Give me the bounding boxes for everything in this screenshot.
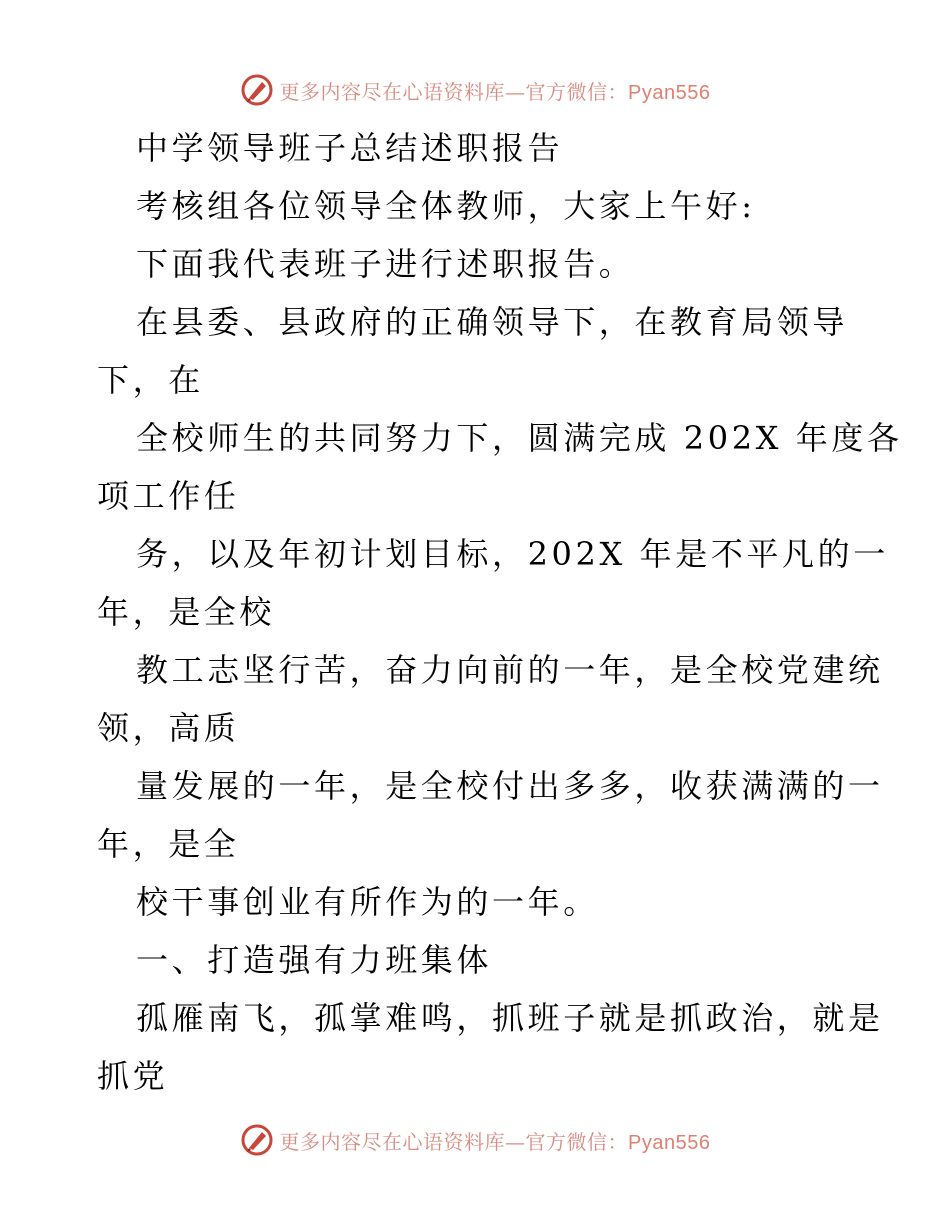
pen-logo-icon <box>240 1123 274 1157</box>
paragraph-line: 领，高质 <box>97 709 240 747</box>
watermark-text: 更多内容尽在心语资料库—官方微信：Pyan556 <box>279 79 711 104</box>
paragraph-line: 孤雁南飞，孤掌难鸣，抓班子就是抓政治，就是 <box>136 999 884 1037</box>
paragraph-line: 中学领导班子总结述职报告 <box>136 129 564 167</box>
paragraph-line: 下，在 <box>97 361 204 399</box>
paragraph-line: 考核组各位领导全体教师，大家上午好: <box>136 187 756 225</box>
pen-logo-icon <box>240 73 274 107</box>
paragraph-line: 在县委、县政府的正确领导下，在教育局领导 <box>136 303 849 341</box>
paragraph-line: 年，是全 <box>97 825 240 863</box>
paragraph-line: 全校师生的共同努力下，圆满完成 202X 年度各 <box>136 419 903 457</box>
paragraph-line: 教工志坚行苦，奋力向前的一年，是全校党建统 <box>136 651 884 689</box>
paragraph-line: 项工作任 <box>97 477 240 515</box>
document-body <box>97 119 903 1105</box>
paragraph-line: 年，是全校 <box>97 593 276 631</box>
paragraph-line: 务，以及年初计划目标，202X 年是不平凡的一 <box>136 535 889 573</box>
paragraph-line: 抓党 <box>97 1057 169 1095</box>
paragraph-line: 下面我代表班子进行述职报告。 <box>136 245 635 283</box>
paragraph-line: 量发展的一年，是全校付出多多，收获满满的一 <box>136 767 884 805</box>
paragraph-line: 一、打造强有力班集体 <box>136 941 493 979</box>
paragraph-line: 校干事创业有所作为的一年。 <box>136 883 599 921</box>
watermark-footer <box>0 1118 950 1162</box>
watermark-header <box>0 68 950 112</box>
watermark-text: 更多内容尽在心语资料库—官方微信：Pyan556 <box>279 1129 711 1154</box>
